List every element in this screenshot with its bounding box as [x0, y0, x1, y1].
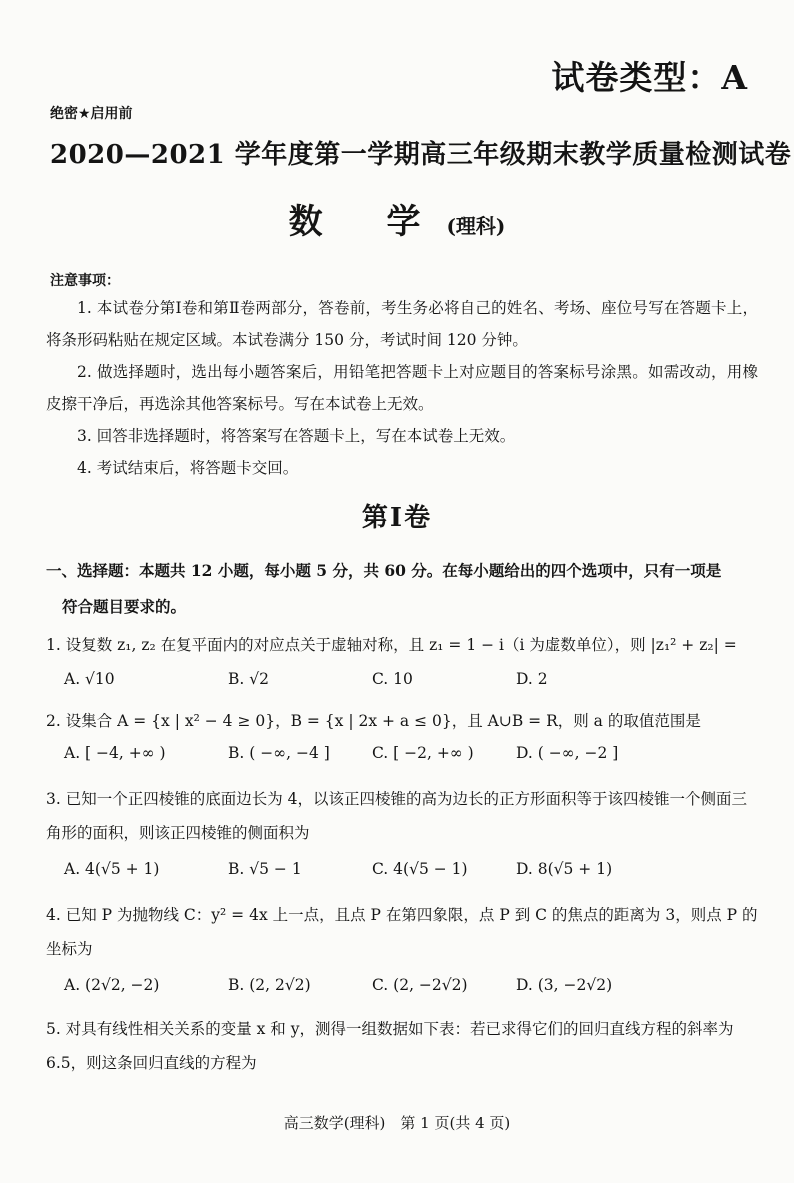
- notice-item-3: 3. 回答非选择题时，将答案写在答题卡上，写在本试卷上无效。: [77, 427, 516, 445]
- question-3-options: [64, 860, 764, 890]
- question-2-options: [64, 744, 764, 774]
- question-5-stem: 5. 对具有线性相关关系的变量 x 和 y，测得一组数据如下表：若已求得它们的回归直线方程的斜率为 6.5，则这条回归直线的方程为: [46, 1020, 734, 1072]
- question-3-option-a: A. 4(√5 + 1): [64, 860, 160, 878]
- question-4-option-a: A. (2√2, −2): [64, 976, 160, 994]
- question-2-stem: 2. 设集合 A = {x | x² − 4 ≥ 0}，B = {x | 2x + a ≤ 0}，且 A∪B = R，则 a 的取值范围是: [46, 712, 701, 730]
- question-2-option-b: B. ( −∞, −4 ]: [228, 744, 330, 762]
- question-1-option-d: D. 2: [516, 670, 548, 688]
- question-3-stem: 3. 已知一个正四棱锥的底面边长为 4，以该正四棱锥的高为边长的正方形面积等于该四棱锥一个侧面三角形的面积，则该正四棱锥的侧面积为: [46, 790, 748, 842]
- question-4-stem: 4. 已知 P 为抛物线 C：y² = 4x 上一点，且点 P 在第四象限，点 P 到 C 的焦点的距离为 3，则点 P 的坐标为: [46, 906, 758, 958]
- question-2-option-c: C. [ −2, +∞ ): [372, 744, 474, 762]
- question-4-option-b: B. (2, 2√2): [228, 976, 311, 994]
- question-1-options: [64, 670, 764, 700]
- question-3-option-b: B. √5 − 1: [228, 860, 302, 878]
- question-1-option-a: A. √10: [64, 670, 115, 688]
- exam-type-label: 试卷类型：A: [551, 58, 748, 97]
- section-heading-line2: 符合题目要求的。: [62, 597, 187, 616]
- volume-heading: 第Ⅰ卷: [361, 503, 433, 533]
- confidential-mark: 绝密★启用前: [50, 106, 133, 122]
- notice-heading: 注意事项：: [50, 273, 120, 289]
- question-2-option-a: A. [ −4, +∞ ): [64, 744, 166, 762]
- question-4-option-c: C. (2, −2√2): [372, 976, 468, 994]
- notice-item-4: 4. 考试结束后，将答题卡交回。: [77, 459, 299, 477]
- notice-item-1: 1. 本试卷分第Ⅰ卷和第Ⅱ卷两部分，答卷前，考生务必将自己的姓名、考场、座位号写在答题卡上，将条形码粘贴在规定区域。本试卷满分 150 分，考试时间 120 分钟。: [46, 299, 758, 349]
- page-footer: 高三数学(理科) 第 1 页(共 4 页): [283, 1114, 511, 1132]
- question-3-option-d: D. 8(√5 + 1): [516, 860, 613, 878]
- subject-subtitle: (理科): [446, 214, 506, 238]
- question-4-option-d: D. (3, −2√2): [516, 976, 613, 994]
- subject-title: [0, 194, 794, 243]
- exam-title: 2020—2021 学年度第一学期高三年级期末教学质量检测试卷: [50, 140, 792, 170]
- question-3-option-c: C. 4(√5 − 1): [372, 860, 468, 878]
- question-2-option-d: D. ( −∞, −2 ]: [516, 744, 619, 762]
- question-1-option-c: C. 10: [372, 670, 413, 688]
- question-1-option-b: B. √2: [228, 670, 269, 688]
- question-1-stem: 1. 设复数 z₁, z₂ 在复平面内的对应点关于虚轴对称，且 z₁ = 1 − i（i 为虚数单位），则 |z₁² + z₂| =: [46, 636, 737, 654]
- section-heading: [46, 553, 758, 625]
- question-4-options: [64, 976, 764, 1006]
- notice-item-2: 2. 做选择题时，选出每小题答案后，用铅笔把答题卡上对应题目的答案标号涂黑。如需改动，用橡皮擦干净后，再选涂其他答案标号。写在本试卷上无效。: [46, 363, 758, 413]
- section-heading-line1: 一、选择题：本题共 12 小题，每小题 5 分，共 60 分。在每小题给出的四个选项中，只有一项是: [46, 561, 722, 580]
- subject-name: 数 学: [288, 202, 447, 242]
